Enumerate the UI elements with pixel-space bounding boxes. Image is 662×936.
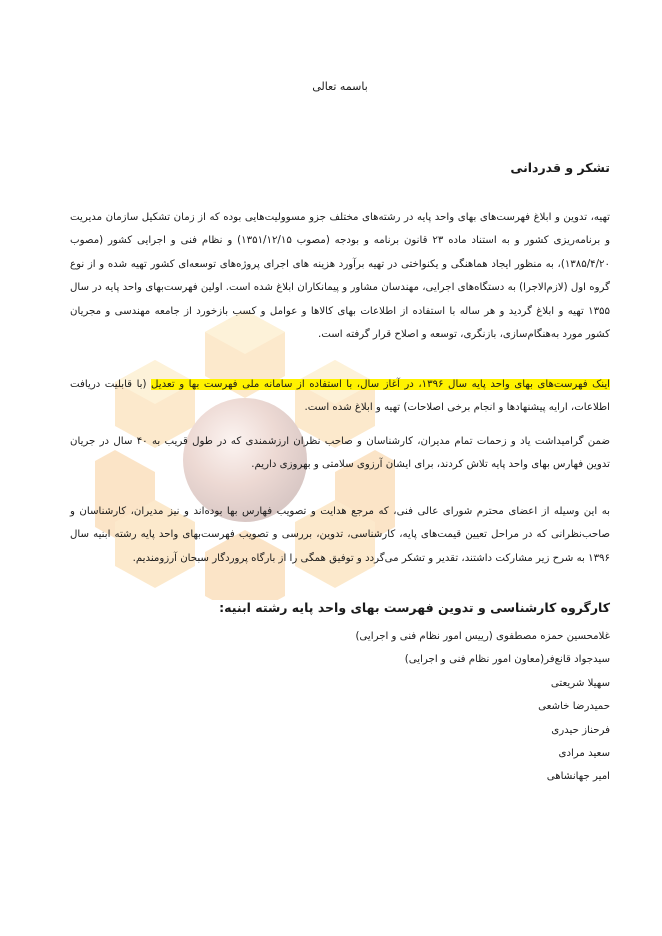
list-item: حمیدرضا خاشعی — [538, 701, 610, 713]
list-item: امیر جهانشاهی — [546, 771, 610, 783]
team-members-list — [70, 625, 610, 789]
list-item: سیدجواد قانع‌فر(معاون امور نظام فنی و اجرایی) — [404, 654, 610, 666]
heading-team: کارگروه کارشناسی و تدوین فهرست بهای واحد پایه رشته ابنیه: — [219, 600, 610, 615]
paragraph-acknowledgement: به این وسیله از اعضای محترم شورای عالی فنی، که مرجع هدایت و تصویب فهارس بها بوده‌اند و نیز مدیران، کارشناسان و صاحب‌نظرانی که در مراحل تعیین قیمت‌های پایه، کارشناسی، تدوین، بررسی و تصویب فهرست‌بهای واحد پایه رشته ابنیه سال ۱۳۹۶ به شرح زیر مشارکت داشتند، تقدیر و تشکر می‌گردد و توفیق همگی را از بارگاه پروردگار سبحان آرزومندیم. — [70, 506, 610, 564]
list-item: سعید مرادی — [558, 748, 610, 760]
heading-thanks: تشکر و قدردانی — [510, 160, 610, 175]
list-item: غلامحسین حمزه مصطفوی (رییس امور نظام فنی و اجرایی) — [355, 631, 610, 642]
paragraph-history: تهیه، تدوین و ابلاغ فهرست‌های بهای واحد پایه در رشته‌های مختلف جزو مسوولیت‌هایی بوده که از زمان تشکیل سازمان مدیریت و برنامه‌ریزی کشور و به استناد ماده ۲۳ قانون برنامه و بودجه (مصوب ۱۳۵۱/۱۲/۱۵) و نظام فنی و اجرایی کشور (مصوب ۱۳۸۵/۴/۲۰)، به منظور ایجاد هماهنگی و یکنواختی در تهیه برآورد هزینه های اجرای پروژه‌های توسعه‌ای کشور تهیه شده و از نوع گروه اول (لازم‌الاجرا) به دستگاه‌های اجرایی، مهندسان مشاور و پیمانکاران ابلاغ شده است. اولین فهرست‌بهای واحد پایه در سال ۱۳۵۵ تهیه و ابلاغ گردید و هر ساله با استفاده از اطلاعات بهای کالاها و عوامل و کسب بازخورد از جامعه مهندسی و مجریان کشور مورد به‌هنگام‌سازی، بازنگری، توسعه و اصلاح قرار گرفته است. — [70, 212, 610, 341]
list-item: سهیلا شریعتی — [550, 677, 610, 689]
highlighted-text: اینک فهرست‌های بهای واحد پایه سال ۱۳۹۶، در آغاز سال، با استفاده از سامانه ملی فهرست بها و تعدیل — [151, 379, 610, 390]
list-item: فرحناز حیدری — [551, 724, 610, 736]
basmala: باسمه تعالی — [312, 80, 368, 93]
paragraph-gratitude: ضمن گرامیداشت یاد و زحمات تمام مدیران، کارشناسان و صاحب نظران ارزشمندی که در طول قریب به ۴۰ سال در جریان تدوین فهارس بهای واحد پایه تلاش کردند، برای ایشان آرزوی سلامتی و بهروزی داریم. — [70, 436, 610, 471]
paragraph-announcement-rest: (با قابلیت دریافت اطلاعات، ارایه پیشنهادها و انجام برخی اصلاحات) تهیه و ابلاغ شده است. — [70, 379, 610, 414]
paragraph-announcement — [70, 373, 610, 420]
